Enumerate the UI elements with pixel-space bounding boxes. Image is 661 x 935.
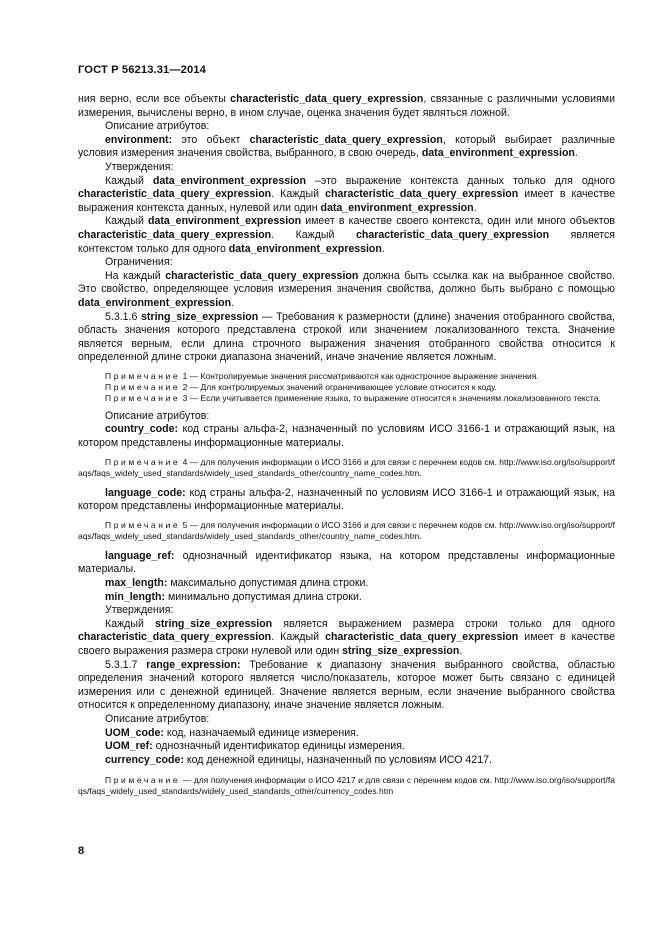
attribute-uom-code: UOM_code: код, назначаемый единице измерения. (105, 726, 359, 739)
note-currency: Примечание — для получения информации о ИСО 4217 и для связи с перечнем кодов см. http://www.iso.org/iso/support/faqs/faqs_widely_used_standards/widely_used_standards_other/currency_codes.htm (78, 775, 615, 797)
paragraph-label: Утверждения: (105, 604, 174, 617)
paragraph: На каждый characteristic_data_query_expression должна быть ссылка как на выбранное свойство. Это свойство, определяющее условия измерения значения свойства, должно быть выбрано с помощью data_environment_expression. (78, 269, 615, 309)
paragraph: Каждый data_environment_expression имеет в качестве своего контекста, один или много объектов characteristic_data_query_expression. Каждый characteristic_data_query_expression является контекстом только для одного data_environment_expression. (78, 215, 615, 255)
section-5-3-1-6: 5.3.1.6 string_size_expression — Требования к размерности (длине) значения отобранного свойства, область значения которого представлена строкой или значением локализованного текста. Значение является верным, если длина строчного выражения значения отобранного свойства относится к определенной длине строки диапазона значений, иначе значение является ложным. (78, 310, 615, 364)
attribute-min-length: min_length: минимально допустимая длина строки. (105, 590, 362, 603)
note-2: Примечание 2 — Для контролируемых значений ограничивающее условие относится к коду. (105, 381, 497, 392)
paragraph-label: Утверждения: (105, 160, 174, 173)
attribute-currency-code: currency_code: код денежной единицы, назначенный по условиям ИСО 4217. (105, 753, 492, 766)
attribute-language-ref: language_ref: однозначный идентификатор языка, на котором представлены информационные материалы. (78, 549, 615, 576)
paragraph-label: Описание атрибутов: (105, 712, 210, 725)
document-body (78, 93, 615, 797)
attribute-environment: environment: это объект characteristic_data_query_expression, который выбирает различные условия измерения значения свойства, выбранного, в свою очередь, data_environment_expression. (78, 133, 616, 160)
attribute-language-code: language_code: код страны альфа-2, назначенный по условиям ИСО 3166-1 и отражающий язык, на котором представлены информационные материалы. (78, 486, 615, 513)
note-1: Примечание 1 — Контролируемые значения рассматриваются как однострочное выражение значения. (105, 370, 539, 381)
attribute-uom-ref: UOM_ref: однозначный идентификатор единицы измерения. (105, 740, 405, 753)
attribute-country-code: country_code: код страны альфа-2, назначенный по условиям ИСО 3166-1 и отражающий язык, на котором представлены информационные материалы. (78, 423, 615, 450)
document-header: ГОСТ Р 56213.31—2014 (78, 64, 206, 76)
paragraph: Каждый data_environment_expression –это выражение контекста данных только для одного characteristic_data_query_expression. Каждый characteristic_data_query_expression имеет в качестве выражения контекста данных, нулевой или один data_environment_expression. (78, 174, 615, 214)
note-4: Примечание 4 — для получения информации о ИСО 3166 и для связи с перечнем кодов см. http://www.iso.org/iso/support/faqs/faqs_widely_used_standards/widely_used_standards_other/country_name_codes.htm. (78, 456, 615, 478)
section-5-3-1-7: 5.3.1.7 range_expression: Требование к диапазону значения выбранного свойства, областью определения значений которого является число/показатель, которое может быть связано с единицей измерения или с денежной единицей. Значение является верным, если значение выбранного свойства относится к определенному диапазону, иначе значение является ложным. (78, 658, 616, 712)
paragraph: Каждый string_size_expression является выражением размера строки только для одного characteristic_data_query_expression. Каждый characteristic_data_query_expression имеет в качестве своего выражения размера строки нулевой или один string_size_expression. (78, 617, 615, 657)
note-3: Примечание 3 — Если учитывается применение языка, то выражение относится к значениям локализованного текста. (105, 392, 601, 403)
note-5: Примечание 5 — для получения информации о ИСО 3166 и для связи с перечнем кодов см. http://www.iso.org/iso/support/faqs/faqs_widely_used_standards/widely_used_standards_other/country_name_codes.htm. (78, 519, 615, 541)
paragraph: ния верно, если все объекты characteristic_data_query_expression, связанные с различными условиями измерения, вычислены верно, в ином случае, оценка значения будет являться ложной. (78, 93, 615, 119)
paragraph-label: Описание атрибутов: (105, 409, 210, 422)
page-number: 8 (78, 845, 85, 857)
paragraph-label: Ограничения: (105, 256, 173, 269)
attribute-max-length: max_length: максимально допустимая длина строки. (105, 577, 369, 590)
paragraph-label: Описание атрибутов: (105, 120, 210, 133)
